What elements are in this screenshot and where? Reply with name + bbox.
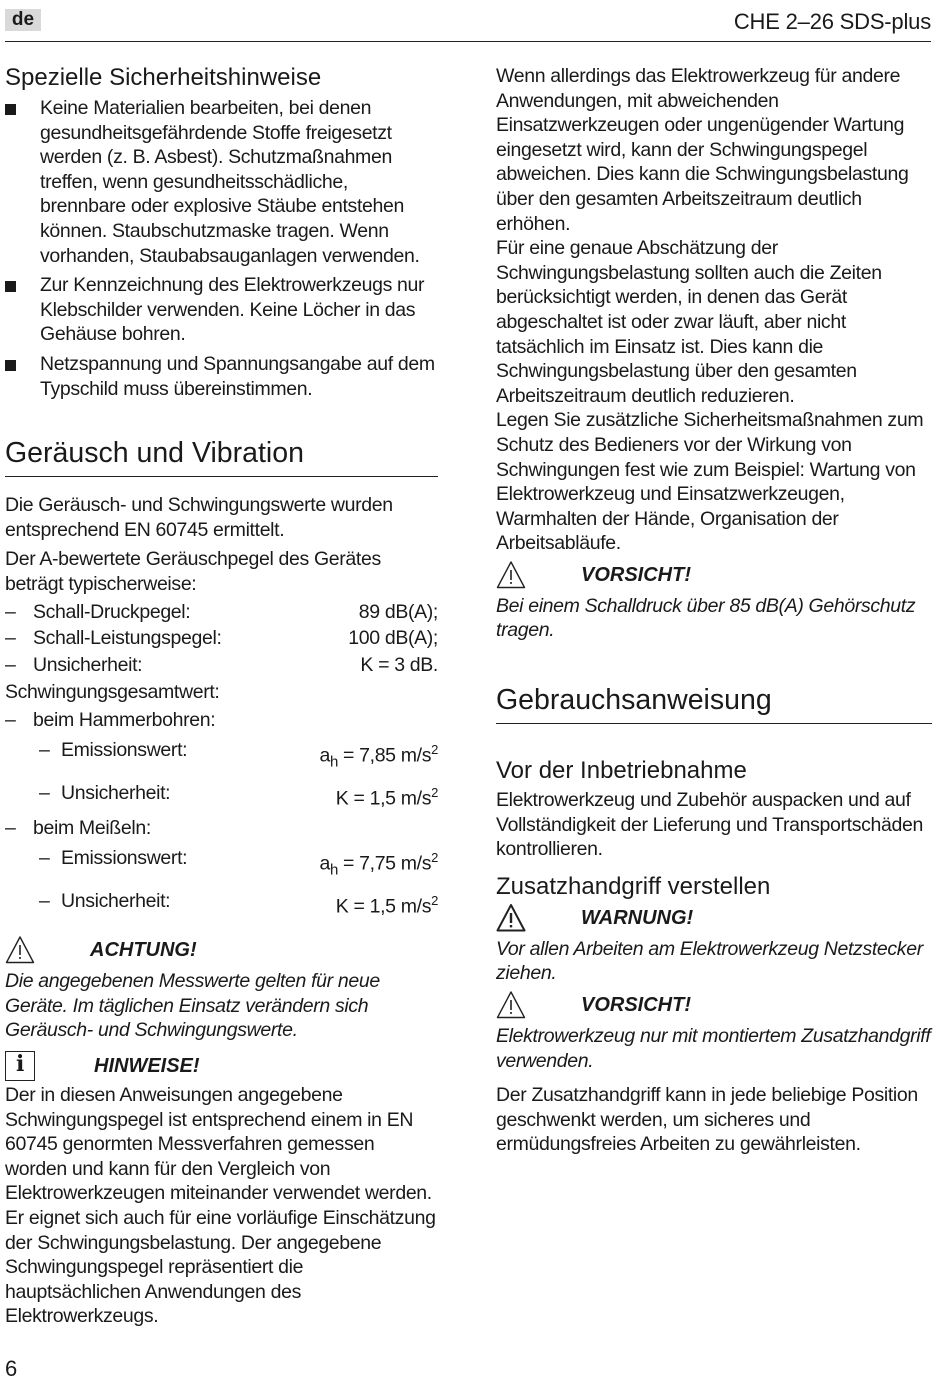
warning-triangle-icon bbox=[5, 935, 35, 965]
noise-value: 89 dB(A); bbox=[358, 600, 438, 623]
dash-marker: – bbox=[39, 847, 50, 870]
noise-label: Schall-Druckpegel: bbox=[33, 600, 191, 623]
hinweis-notice bbox=[5, 1049, 438, 1083]
noise-intro: Die Geräusch- und Schwingungswerte wurden entsprechend EN 60745 ermittelt. bbox=[5, 494, 393, 541]
noise-label: Unsicherheit: bbox=[33, 653, 143, 676]
warning-triangle-icon bbox=[496, 903, 526, 933]
emission-value: $a_h = 7,85$ $m/s^2$ bbox=[319, 742, 438, 771]
dash-marker: – bbox=[39, 890, 50, 913]
list-item-text: Keine Materialien bearbeiten, bei denen gesundheitsgefährdende Stoffe freigesetzt werden (z. B. Asbest). Schutzmaßnahmen treffen, wenn gesundheitsschädliche, brennbare oder explosive Stäube entstehen können. Staubschutzmaske tragen. Wenn vorhanden, Staubabsauganlagen verwenden. bbox=[40, 97, 420, 267]
uncertainty-value: K = 1,5 $m/s^2$ bbox=[335, 785, 438, 810]
safety-list bbox=[5, 96, 438, 401]
noise-typical: Der A-bewertete Geräuschpegel des Gerätes beträgt typischerweise: bbox=[5, 548, 381, 595]
safety-heading: Spezielle Sicherheitshinweise bbox=[5, 64, 322, 91]
before-use-heading: Vor der Inbetriebnahme bbox=[496, 757, 747, 785]
hammer-row bbox=[5, 708, 438, 733]
achtung-text: Die angegebenen Messwerte gelten für neue Geräte. Im täglichen Einsatz verändern sich Geräusch- und Schwingungswerte. bbox=[5, 970, 380, 1042]
list-item-text: Netzspannung und Spannungsangabe auf dem Typschild muss übereinstimmen. bbox=[40, 352, 435, 400]
chisel-label: beim Meißeln: bbox=[33, 816, 151, 839]
warnung-text: Vor allen Arbeiten am Elektrowerkzeug Netzstecker ziehen. bbox=[496, 937, 923, 985]
hammer-uncertainty-row bbox=[5, 781, 438, 811]
list-item bbox=[5, 96, 438, 268]
dash-marker: – bbox=[5, 653, 16, 676]
square-bullet-icon bbox=[5, 360, 16, 371]
noise-heading: Geräusch und Vibration bbox=[5, 436, 438, 477]
hinweis-title: HINWEISE! bbox=[94, 1054, 200, 1077]
dash-marker: – bbox=[5, 627, 16, 650]
hinweis-text: Der in diesen Anweisungen angegebene Schwingungspegel ist entsprechend einem in EN 60745 genormten Messverfahren gemessen worden und kann für den Vergleich von Elektrowerkzeugen miteinander verwendet werden. Er eignet sich auch für eine vorläufige Einschätzung der Schwingungsbelastung. Der angegebene Schwingungspegel repräsentiert die hauptsächlichen Anwendungen des Elektrowerkzeugs. bbox=[5, 1084, 436, 1328]
warnung-title: WARNUNG! bbox=[581, 906, 694, 929]
dash-marker: – bbox=[39, 739, 50, 762]
handle-text: Der Zusatzhandgriff kann in jede beliebige Position geschwenkt werden, um sicheres und ermüdungsfreies Arbeiten zu gewährleisten. bbox=[496, 1084, 918, 1156]
emission-label: Emissionswert: bbox=[61, 739, 188, 762]
header-rule bbox=[5, 41, 931, 42]
achtung-title: ACHTUNG! bbox=[90, 938, 197, 961]
list-item bbox=[5, 352, 438, 401]
dash-marker: – bbox=[5, 816, 16, 839]
noise-row bbox=[5, 626, 438, 651]
square-bullet-icon bbox=[5, 104, 16, 115]
dash-marker: – bbox=[5, 708, 16, 731]
list-item-text: Zur Kennzeichnung des Elektrowerkzeugs nur Klebschilder verwenden. Keine Löcher in das Gehäuse bohren. bbox=[40, 274, 425, 346]
chisel-uncertainty-row bbox=[5, 889, 438, 919]
emission-label: Emissionswert: bbox=[61, 847, 188, 870]
warning-triangle-icon bbox=[496, 560, 526, 590]
warning-triangle-icon bbox=[496, 990, 526, 1020]
achtung-notice bbox=[5, 933, 438, 967]
vibration-paragraph-3: Legen Sie zusätzliche Sicherheitsmaßnahmen zum Schutz des Bedieners vor der Wirkung von Schwingungen fest wie zum Beispiel: Wartung von Elektrowerkzeug und Einsatzwerkzeugen, Warmhalten der Hände, Organisation der Arbeitsabläufe. bbox=[496, 409, 924, 555]
noise-label: Schall-Leistungspegel: bbox=[33, 627, 222, 650]
uncertainty-value: K = 1,5 $m/s^2$ bbox=[335, 893, 438, 918]
warnung-notice bbox=[496, 901, 932, 935]
vorsicht-title: VORSICHT! bbox=[581, 993, 691, 1016]
model-name: CHE 2–26 SDS-plus bbox=[733, 9, 931, 34]
uncertainty-label: Unsicherheit: bbox=[61, 890, 171, 913]
left-column bbox=[5, 64, 438, 1329]
page-number: 6 bbox=[5, 1356, 18, 1381]
before-use-text: Elektrowerkzeug und Zubehör auspacken und auf Vollständigkeit der Lieferung und Transportschäden kontrollieren. bbox=[496, 789, 923, 861]
hammer-label: beim Hammerbohren: bbox=[33, 708, 216, 731]
handle-heading: Zusatzhandgriff verstellen bbox=[496, 872, 771, 900]
noise-row bbox=[5, 653, 438, 678]
chisel-emission-row bbox=[5, 846, 438, 883]
dash-marker: – bbox=[5, 600, 16, 623]
vibration-total-label: Schwingungsgesamtwert: bbox=[5, 681, 220, 704]
usage-heading: Gebrauchsanweisung bbox=[496, 683, 932, 724]
emission-value: $a_h = 7,75$ $m/s^2$ bbox=[319, 850, 438, 879]
noise-value: 100 dB(A); bbox=[348, 627, 438, 650]
square-bullet-icon bbox=[5, 281, 16, 292]
vorsicht-text: Elektrowerkzeug nur mit montiertem Zusatzhandgriff verwenden. bbox=[496, 1025, 931, 1072]
list-item bbox=[5, 273, 438, 347]
vibration-paragraph-1: Wenn allerdings das Elektrowerkzeug für andere Anwendungen, mit abweichenden Einsatzwerkzeugen oder ungenügender Wartung eingesetzt wird, kann der Schwingungspegel abweichen. Dies kann die Schwingungsbelastung über den gesamten Arbeitszeitraum deutlich erhöhen. bbox=[496, 65, 909, 235]
hammer-emission-row bbox=[5, 738, 438, 775]
vorsicht-notice bbox=[496, 558, 932, 592]
uncertainty-label: Unsicherheit: bbox=[61, 782, 171, 805]
vorsicht-notice bbox=[496, 988, 932, 1022]
vorsicht-title: VORSICHT! bbox=[581, 563, 691, 586]
vorsicht-text: Bei einem Schalldruck über 85 dB(A) Gehörschutz tragen. bbox=[496, 594, 916, 642]
chisel-row bbox=[5, 816, 438, 841]
language-badge: de bbox=[5, 9, 41, 31]
noise-value: K = 3 dB. bbox=[360, 653, 438, 676]
noise-row bbox=[5, 600, 438, 625]
right-column bbox=[496, 64, 932, 1157]
dash-marker: – bbox=[39, 782, 50, 805]
info-icon: i bbox=[5, 1051, 35, 1081]
vibration-paragraph-2: Für eine genaue Abschätzung der Schwingungsbelastung sollten auch die Zeiten berücksichtigt werden, in denen das Gerät abgeschaltet ist oder zwar läuft, aber nicht tatsächlich im Einsatz ist. Dies kann die Schwingungsbelastung über den gesamten Arbeitszeitraum deutlich reduzieren. bbox=[496, 237, 882, 407]
